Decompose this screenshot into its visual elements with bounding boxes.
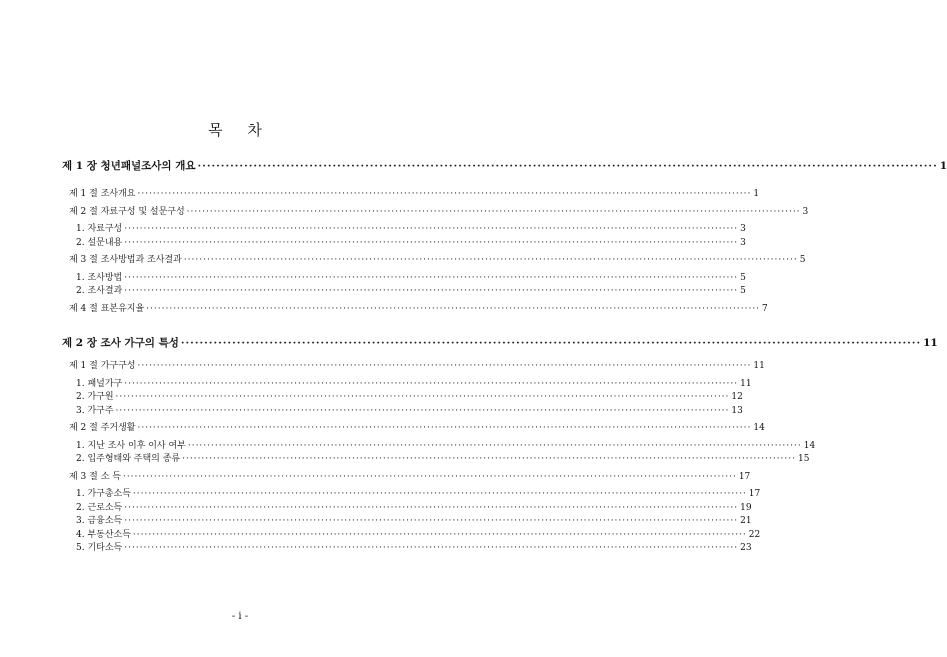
toc-entry-label: 5. 기타소득 bbox=[76, 543, 123, 553]
toc-dot-leader: ······························································································································································· bbox=[180, 337, 922, 349]
toc-entry-page: 3 bbox=[740, 237, 746, 248]
toc-dot-leader: ······························································································································································· bbox=[132, 529, 747, 540]
toc-entry-item[interactable] bbox=[62, 237, 746, 252]
toc-dot-leader: ······························································································································································· bbox=[187, 440, 802, 451]
toc-entry-label: 제 1 절 조사개요 bbox=[69, 189, 136, 199]
toc-entry-page: 19 bbox=[740, 502, 752, 513]
toc-entry-item[interactable] bbox=[62, 392, 743, 406]
toc-dot-leader: ······························································································································································· bbox=[132, 489, 747, 499]
toc-entry-label: 1. 패널가구 bbox=[76, 378, 123, 389]
toc-dot-leader: ······························································································································································· bbox=[124, 286, 739, 296]
toc-entry-item[interactable] bbox=[62, 454, 810, 468]
toc-entry-section[interactable] bbox=[62, 423, 765, 437]
toc-dot-leader: ······························································································································································· bbox=[197, 160, 938, 172]
toc-entry-item[interactable] bbox=[62, 440, 816, 455]
toc-entry-page: 1 bbox=[753, 189, 760, 199]
toc-entry-page: 13 bbox=[731, 405, 743, 416]
toc-entry-item[interactable] bbox=[62, 516, 752, 530]
toc-entry-page: 5 bbox=[740, 272, 746, 283]
table-of-contents bbox=[62, 160, 947, 557]
toc-entry-label: 제 2 장 조사 가구의 특성 bbox=[62, 337, 179, 349]
toc-entry-item[interactable] bbox=[62, 502, 752, 517]
toc-dot-leader: ······························································································································································· bbox=[146, 303, 761, 314]
toc-entry-page: 7 bbox=[762, 303, 768, 314]
toc-entry-label: 2. 조사결과 bbox=[76, 286, 123, 296]
toc-entry-page: 23 bbox=[740, 543, 752, 553]
toc-entry-page: 5 bbox=[740, 286, 746, 296]
toc-entry-label: 1. 가구총소득 bbox=[76, 489, 131, 499]
toc-entry-item[interactable] bbox=[62, 543, 752, 557]
toc-dot-leader: ······························································································································································· bbox=[115, 392, 730, 402]
toc-dot-leader: ······························································································································································· bbox=[124, 502, 739, 513]
toc-dot-leader: ······························································································································································· bbox=[124, 543, 739, 553]
toc-entry-page: 22 bbox=[748, 529, 761, 540]
toc-dot-leader: ······························································································································································· bbox=[137, 189, 752, 199]
toc-entry-page: 14 bbox=[803, 440, 816, 451]
toc-entry-item[interactable] bbox=[62, 405, 743, 420]
toc-entry-label: 2. 근로소득 bbox=[76, 502, 123, 513]
toc-entry-item[interactable] bbox=[62, 272, 746, 287]
toc-dot-leader: ······························································································································································· bbox=[115, 405, 730, 416]
toc-entry-label: 4. 부동산소득 bbox=[76, 529, 131, 540]
toc-entry-section[interactable] bbox=[62, 255, 806, 269]
toc-entry-label: 제 3 절 조사방법과 조사결과 bbox=[69, 255, 182, 265]
toc-entry-label: 제 2 절 자료구성 및 설문구성 bbox=[69, 206, 185, 217]
toc-entry-section[interactable] bbox=[62, 361, 765, 375]
toc-entry-page: 17 bbox=[738, 471, 751, 482]
toc-dot-leader: ······························································································································································· bbox=[137, 361, 752, 371]
toc-dot-leader: ······························································································································································· bbox=[124, 237, 739, 248]
toc-dot-leader: ······························································································································································· bbox=[124, 516, 739, 526]
toc-entry-label: 2. 입주형태와 주택의 종류 bbox=[76, 454, 181, 464]
toc-entry-label: 2. 가구원 bbox=[76, 392, 114, 402]
toc-dot-leader: ······························································································································································· bbox=[124, 378, 739, 389]
toc-entry-page: 11 bbox=[923, 337, 938, 349]
toc-entry-chapter[interactable] bbox=[62, 160, 947, 175]
toc-entry-label: 1. 자료구성 bbox=[76, 224, 123, 234]
toc-entry-section[interactable] bbox=[62, 471, 751, 486]
toc-entry-label: 1. 지난 조사 이후 이사 여부 bbox=[76, 440, 186, 451]
toc-entry-label: 제 1 절 가구구성 bbox=[69, 361, 136, 371]
toc-dot-leader: ······························································································································································· bbox=[182, 454, 796, 464]
toc-entry-page: 15 bbox=[798, 454, 810, 464]
toc-entry-label: 제 3 절 소 득 bbox=[69, 471, 121, 482]
toc-entry-label: 3. 가구주 bbox=[76, 405, 114, 416]
page-number: - i - bbox=[231, 611, 249, 622]
toc-entry-label: 제 4 절 표본유지율 bbox=[69, 303, 145, 314]
toc-entry-page: 14 bbox=[753, 423, 765, 433]
toc-dot-leader: ······························································································································································· bbox=[124, 272, 739, 283]
toc-entry-label: 3. 금융소득 bbox=[76, 516, 123, 526]
toc-entry-section[interactable] bbox=[62, 189, 760, 203]
toc-entry-page: 11 bbox=[740, 378, 752, 389]
toc-entry-page: 3 bbox=[740, 224, 746, 234]
toc-entry-section[interactable] bbox=[62, 206, 809, 221]
toc-dot-leader: ······························································································································································· bbox=[186, 206, 801, 217]
toc-entry-item[interactable] bbox=[62, 224, 746, 238]
toc-dot-leader: ······························································································································································· bbox=[183, 255, 798, 265]
toc-dot-leader: ······························································································································································· bbox=[124, 224, 739, 234]
toc-entry-section[interactable] bbox=[62, 303, 768, 318]
toc-entry-item[interactable] bbox=[62, 529, 761, 544]
toc-entry-page: 3 bbox=[802, 206, 809, 217]
page-title: 목 차 bbox=[208, 121, 272, 139]
toc-entry-label: 1. 조사방법 bbox=[76, 272, 123, 283]
toc-entry-page: 1 bbox=[939, 160, 947, 172]
toc-entry-item[interactable] bbox=[62, 489, 761, 503]
toc-entry-item[interactable] bbox=[62, 378, 752, 393]
toc-entry-item[interactable] bbox=[62, 286, 746, 300]
toc-dot-leader: ······························································································································································· bbox=[122, 471, 737, 482]
toc-entry-chapter[interactable] bbox=[62, 337, 938, 352]
toc-dot-leader: ······························································································································································· bbox=[137, 423, 752, 433]
toc-entry-label: 제 2 절 주거생활 bbox=[69, 423, 136, 433]
toc-entry-page: 12 bbox=[731, 392, 743, 402]
toc-entry-page: 17 bbox=[748, 489, 761, 499]
toc-entry-label: 제 1 장 청년패널조사의 개요 bbox=[62, 160, 196, 172]
toc-entry-page: 11 bbox=[753, 361, 765, 371]
toc-entry-page: 21 bbox=[740, 516, 752, 526]
toc-entry-page: 5 bbox=[799, 255, 806, 265]
toc-entry-label: 2. 설문내용 bbox=[76, 237, 123, 248]
